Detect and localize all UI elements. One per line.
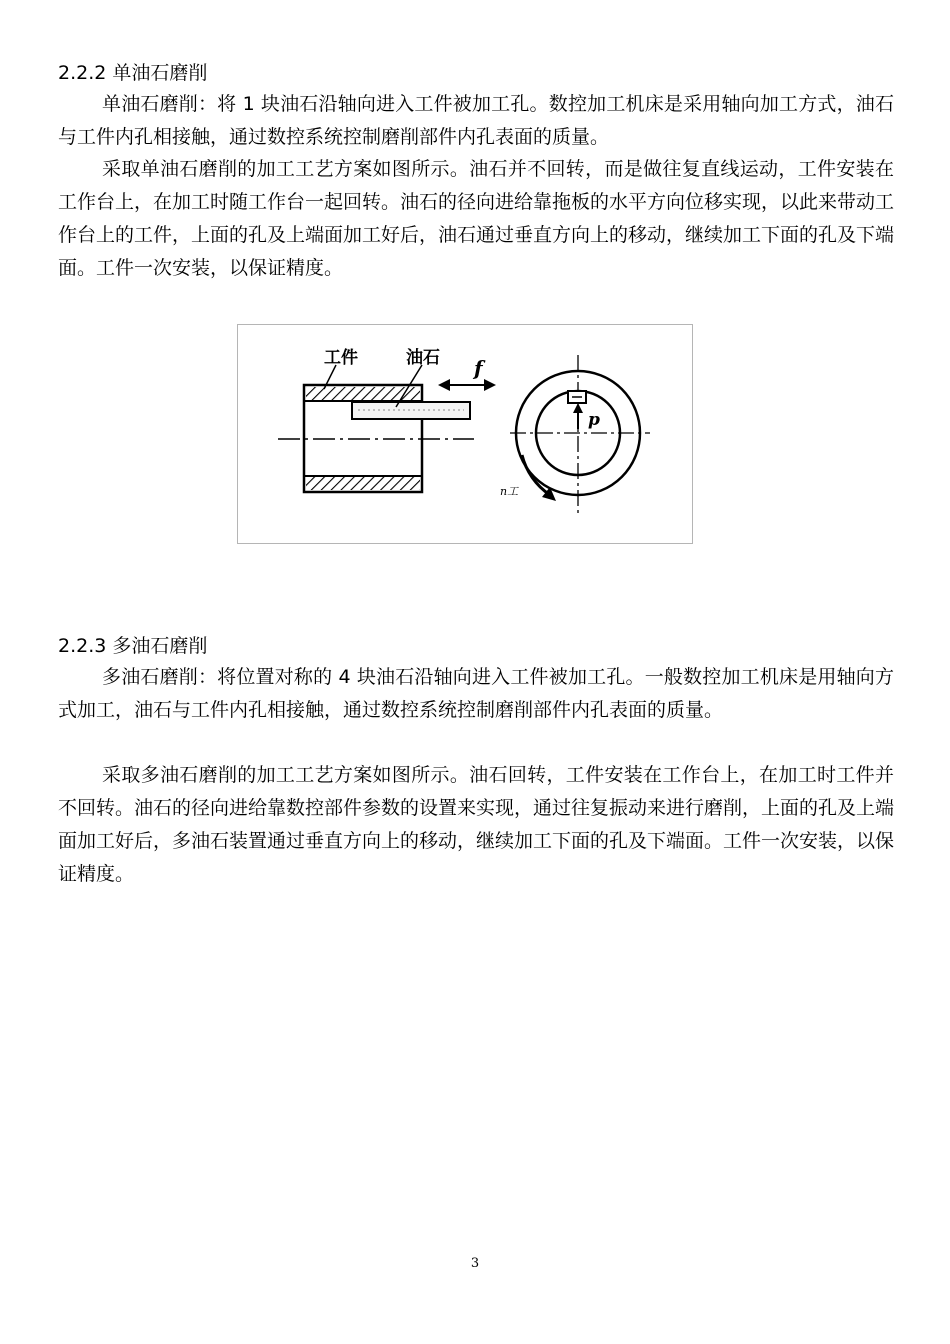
- paragraph-multi-stone-intro: 多油石磨削：将位置对称的 4 块油石沿轴向进入工件被加工孔。一般数控加工机床是用轴向方式加工，油石与工件内孔相接触，通过数控系统控制磨削部件内孔表面的质量。: [58, 666, 894, 721]
- single-stone-grinding-figure: [237, 324, 693, 544]
- feed-label: f: [474, 356, 483, 380]
- section-heading-multi-stone: 2.2.3 多油石磨削: [58, 635, 208, 657]
- rotation-label: n工: [500, 485, 519, 498]
- page-number: 3: [470, 1256, 480, 1271]
- rotation-arrow: [522, 455, 556, 501]
- workpiece-label: 工件: [324, 348, 358, 368]
- paragraph-multi-stone-process: 采取多油石磨削的加工工艺方案如图所示。油石回转，工件安装在工作台上，在加工时工件并不回转。油石的径向进给靠数控部件参数的设置来实现，通过往复振动来进行磨削，上面的孔及上端面加工好后，多油石装置通过垂直方向上的移动，继续加工下面的孔及下端面。工件一次安装，以保证精度。: [58, 764, 895, 885]
- pressure-label: p: [588, 410, 600, 430]
- paragraph-single-stone-process: 采取单油石磨削的加工工艺方案如图所示。油石并不回转，而是做往复直线运动，工件安装在工作台上，在加工时随工作台一起回转。油石的径向进给靠拖板的水平方向位移实现，以此来带动工作台上的工件，上面的孔及上端面加工好后，油石通过垂直方向上的移动，继续加工下面的孔及下端面。工件一次安装，以保证精度。: [58, 158, 895, 279]
- feed-double-arrow: [438, 379, 496, 391]
- section-heading-single-stone: 2.2.2 单油石磨削: [58, 62, 208, 84]
- paragraph-single-stone-intro: 单油石磨削：将 1 块油石沿轴向进入工件被加工孔。数控加工机床是采用轴向加工方式，油石与工件内孔相接触，通过数控系统控制磨削部件内孔表面的质量。: [58, 93, 894, 148]
- honing-stone-shape: [352, 402, 470, 419]
- end-view: [510, 355, 650, 513]
- grinding-diagram: [238, 325, 694, 545]
- stone-label: 油石: [406, 348, 440, 368]
